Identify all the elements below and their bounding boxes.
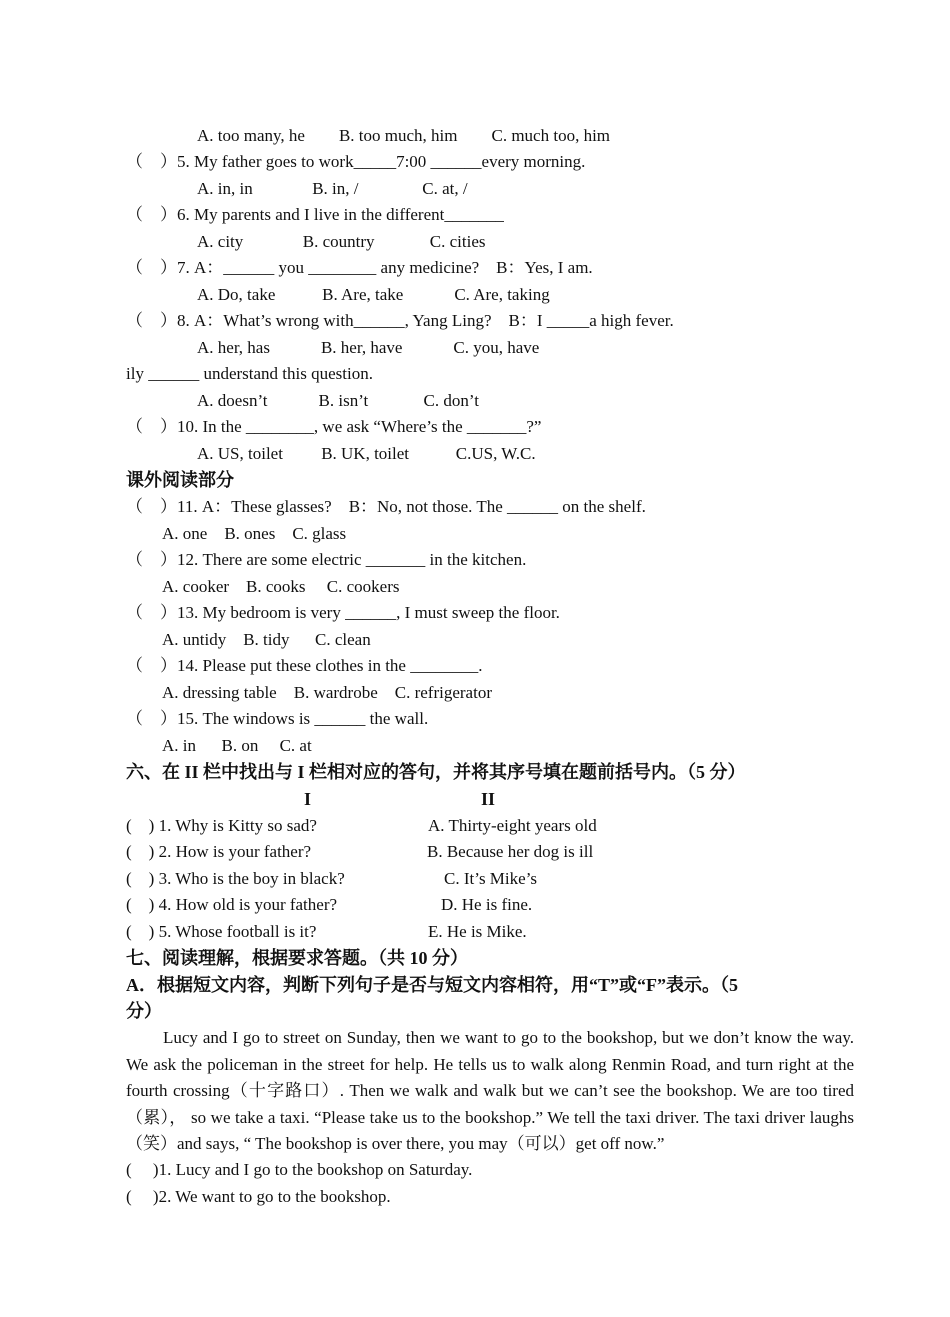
question-15: （ ）15. The windows is ______ the wall. [126, 709, 429, 728]
match-question: ( ) 1. Why is Kitty so sad? [126, 816, 317, 835]
question-10: （ ）10. In the ________, we ask “Where’s the _______?” [126, 417, 542, 436]
q7-options: A. Do, take B. Are, take C. Are, taking [197, 285, 550, 304]
section-7-heading: 七、阅读理解，根据要求答题。（共 10 分） [126, 948, 468, 968]
match-answer: C. It’s Mike’s [444, 869, 538, 888]
question-5: （ ）5. My father goes to work_____7:00 ______every morning. [126, 152, 586, 171]
column-I-header: I [304, 789, 312, 809]
true-false-item: ( )1. Lucy and I go to the bookshop on Saturday. [126, 1160, 473, 1179]
section-A-instruction-cont: 分） [126, 1001, 162, 1021]
question-6: （ ）6. My parents and I live in the different_______ [126, 205, 504, 224]
q13-options: A. untidy B. tidy C. clean [162, 630, 371, 649]
match-question: ( ) 4. How old is your father? [126, 895, 338, 914]
question-8: （ ）8. A：What’s wrong with______, Yang Ling? B：I _____a high fever. [126, 311, 674, 330]
q11-options: A. one B. ones C. glass [162, 524, 347, 543]
true-false-item: ( )2. We want to go to the bookshop. [126, 1187, 391, 1206]
match-question: ( ) 5. Whose football is it? [126, 922, 317, 941]
extra-reading-heading: 课外阅读部分 [126, 470, 234, 490]
match-question: ( ) 3. Who is the boy in black? [126, 869, 345, 888]
q6-options: A. city B. country C. cities [197, 232, 486, 251]
question-7: （ ）7. A：______ you ________ any medicine? B：Yes, I am. [126, 258, 593, 277]
q15-options: A. in B. on C. at [162, 736, 312, 755]
q12-options: A. cooker B. cooks C. cookers [162, 577, 400, 596]
match-answer: D. He is fine. [441, 895, 533, 914]
q9-options: A. doesn’t B. isn’t C. don’t [197, 391, 479, 410]
column-II-header: II [481, 789, 496, 809]
question-14: （ ）14. Please put these clothes in the ________. [126, 656, 483, 675]
q10-options: A. US, toilet B. UK, toilet C.US, W.C. [197, 444, 536, 463]
section-A-instruction: A．根据短文内容，判断下列句子是否与短文内容相符，用“T”或“F”表示。（5 [126, 975, 738, 995]
match-answer: A. Thirty-eight years old [428, 816, 597, 835]
question-9-fragment: ily ______ understand this question. [126, 364, 373, 383]
question-12: （ ）12. There are some electric _______ in the kitchen. [126, 550, 527, 569]
match-answer: E. He is Mike. [428, 922, 527, 941]
question-11: （ ）11. A：These glasses? B：No, not those. The ______ on the shelf. [126, 497, 646, 516]
q8-options: A. her, has B. her, have C. you, have [197, 338, 540, 357]
q5-options: A. in, in B. in, / C. at, / [197, 179, 468, 198]
match-question: ( ) 2. How is your father? [126, 842, 312, 861]
q4-options: A. too many, he B. too much, him C. much too, him [197, 126, 611, 145]
section-6-heading: 六、在 II 栏中找出与 I 栏相对应的答句，并将其序号填在题前括号内。（5 分） [126, 762, 746, 782]
reading-passage: Lucy and I go to street on Sunday, then we want to go to the bookshop, but we don’t know the way. We ask the policeman in the street for help. He tells us to walk along Renmin Road, and turn right at the fourth crossing（十字路口）. Then we walk and walk but we can’t see the bookshop. We are too tired（累）， so we take a taxi. “Please take us to the bookshop.” We tell the taxi driver. The taxi driver laughs （笑）and says, “ The bookshop is over there, you may（可以）get off now.” [126, 1028, 854, 1153]
q14-options: A. dressing table B. wardrobe C. refrigerator [162, 683, 492, 702]
question-13: （ ）13. My bedroom is very ______, I must sweep the floor. [126, 603, 560, 622]
match-answer: B. Because her dog is ill [427, 842, 594, 861]
